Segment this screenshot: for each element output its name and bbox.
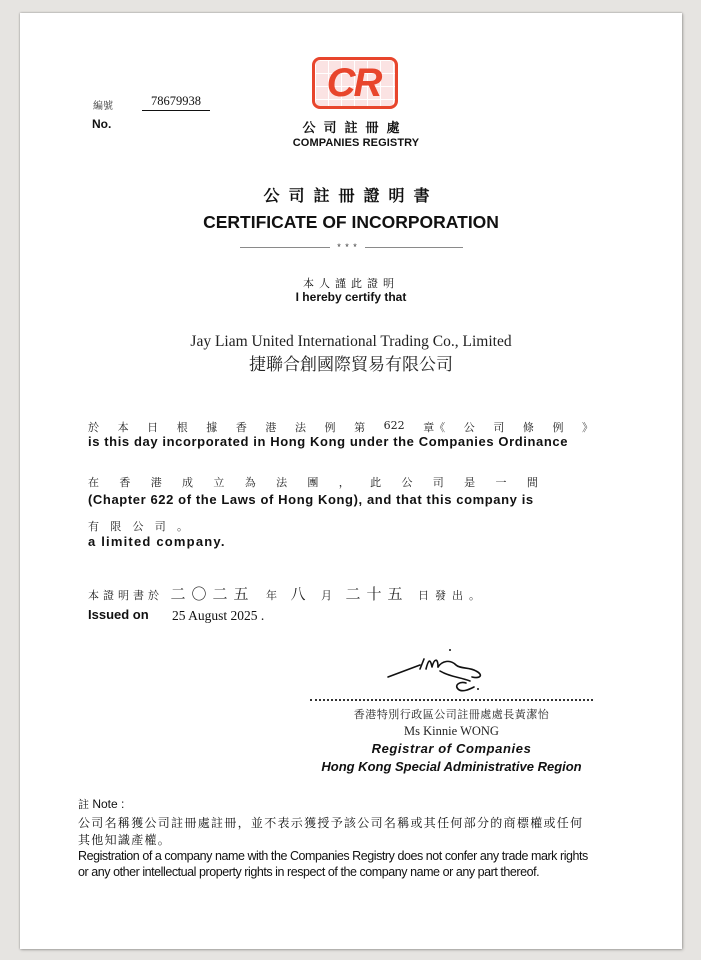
registrar-title-zh: 香港特別行政區公司註冊處處長黃潔怡	[353, 708, 550, 721]
issued-year-zh: 二〇二五	[170, 585, 255, 603]
signature-icon	[380, 647, 510, 697]
zh-char: 章《	[423, 421, 446, 434]
certify-en: I hereby certify that	[295, 290, 407, 304]
company-name-zh: 捷聯合創國際貿易有限公司	[249, 355, 453, 375]
issued-day-zh: 二十五	[345, 585, 409, 603]
zh-char: 此	[370, 476, 382, 489]
certificate-number: 78679938	[142, 94, 210, 111]
zh-char: 例	[324, 421, 336, 434]
zh-char: 司	[432, 476, 444, 489]
separator-right	[365, 247, 463, 248]
issued-date: 25 August 2025 .	[172, 608, 265, 623]
issued-month-zh: 八	[290, 585, 306, 603]
issued-prefix-zh: 本證明書於	[88, 589, 163, 602]
zh-char: 香	[119, 476, 131, 489]
zh-char: 司	[493, 421, 505, 434]
issued-label: Issued on	[88, 607, 149, 622]
zh-char: 公	[463, 421, 475, 434]
number-label-zh: 編號	[93, 101, 113, 112]
zh-char: 立	[213, 476, 225, 489]
zh-char: 622	[383, 419, 405, 432]
body-line2-zh	[88, 474, 538, 490]
issued-suffix-zh: 日發出。	[418, 589, 487, 602]
issued-year-unit: 年	[266, 589, 278, 602]
zh-char: 法	[294, 421, 306, 434]
zh-char: 香	[235, 421, 247, 434]
zh-char: 間	[526, 476, 538, 489]
title-en: CERTIFICATE OF INCORPORATION	[203, 212, 499, 232]
note-text-zh-2: 其他知識產權。	[78, 833, 172, 847]
zh-char: 成	[182, 476, 194, 489]
zh-char: 根	[176, 421, 188, 434]
registrar-name: Ms Kinnie WONG	[404, 724, 499, 738]
zh-char: 第	[354, 421, 366, 434]
note-text-zh-1: 公司名稱獲公司註冊處註冊，並不表示獲授予該公司名稱或其任何部分的商標權或任何	[78, 816, 584, 830]
separator-left	[240, 247, 330, 248]
issued-date-zh	[88, 583, 486, 604]
note-text-en-2: or any other intellectual property rights in respect of the company name or any part thereof.	[78, 865, 540, 879]
number-label-en: No.	[92, 117, 112, 131]
zh-char: 司	[154, 520, 166, 533]
zh-char: 港	[265, 421, 277, 434]
companies-registry-logo	[312, 57, 398, 109]
note-label-zh: 註	[78, 798, 89, 811]
certificate-page	[20, 13, 682, 949]
note-heading	[78, 796, 124, 812]
registrar-title-en: Registrar of Companies	[371, 741, 532, 756]
registrar-region-en: Hong Kong Special Administrative Region	[321, 759, 582, 774]
zh-char: 本	[117, 421, 129, 434]
body-line2-en: (Chapter 622 of the Laws of Hong Kong), and that this company is	[88, 492, 534, 507]
zh-char: 在	[88, 476, 99, 489]
separator-stars: * * *	[337, 242, 358, 252]
zh-char: 據	[206, 421, 218, 434]
zh-char: 限	[110, 520, 122, 533]
body-line3-en: a limited company.	[88, 534, 226, 549]
certify-zh: 本人謹此證明	[303, 277, 399, 290]
zh-char: 公	[132, 520, 144, 533]
logo-name-zh: 公司註冊處	[302, 121, 408, 136]
zh-char: 。	[177, 520, 188, 533]
zh-char: 於	[88, 421, 99, 434]
zh-char: 是	[464, 476, 476, 489]
logo-name-en: COMPANIES REGISTRY	[292, 137, 420, 149]
zh-char: 日	[147, 421, 159, 434]
zh-char: 有	[88, 520, 99, 533]
zh-char: ，	[338, 476, 350, 489]
title-zh: 公司註冊證明書	[263, 186, 439, 205]
body-line1-zh	[88, 419, 593, 435]
zh-char: 例	[552, 421, 564, 434]
company-name-en: Jay Liam United International Trading Co., Limited	[190, 333, 512, 350]
zh-char: 公	[401, 476, 413, 489]
zh-char: 》	[582, 421, 593, 434]
issued-month-unit: 月	[321, 589, 333, 602]
zh-char: 條	[522, 421, 534, 434]
zh-char: 港	[150, 476, 162, 489]
note-label-en: Note :	[92, 797, 125, 811]
zh-char: 一	[495, 476, 507, 489]
zh-char: 為	[244, 476, 256, 489]
signature-line	[310, 699, 593, 701]
body-line3-zh	[88, 518, 188, 534]
body-line1-en: is this day incorporated in Hong Kong under the Companies Ordinance	[88, 434, 569, 449]
logo-mark: CR	[326, 61, 381, 105]
zh-char: 法	[276, 476, 288, 489]
zh-char: 團	[307, 476, 319, 489]
note-text-en-1: Registration of a company name with the Companies Registry does not confer any trade mark rights	[78, 849, 588, 863]
